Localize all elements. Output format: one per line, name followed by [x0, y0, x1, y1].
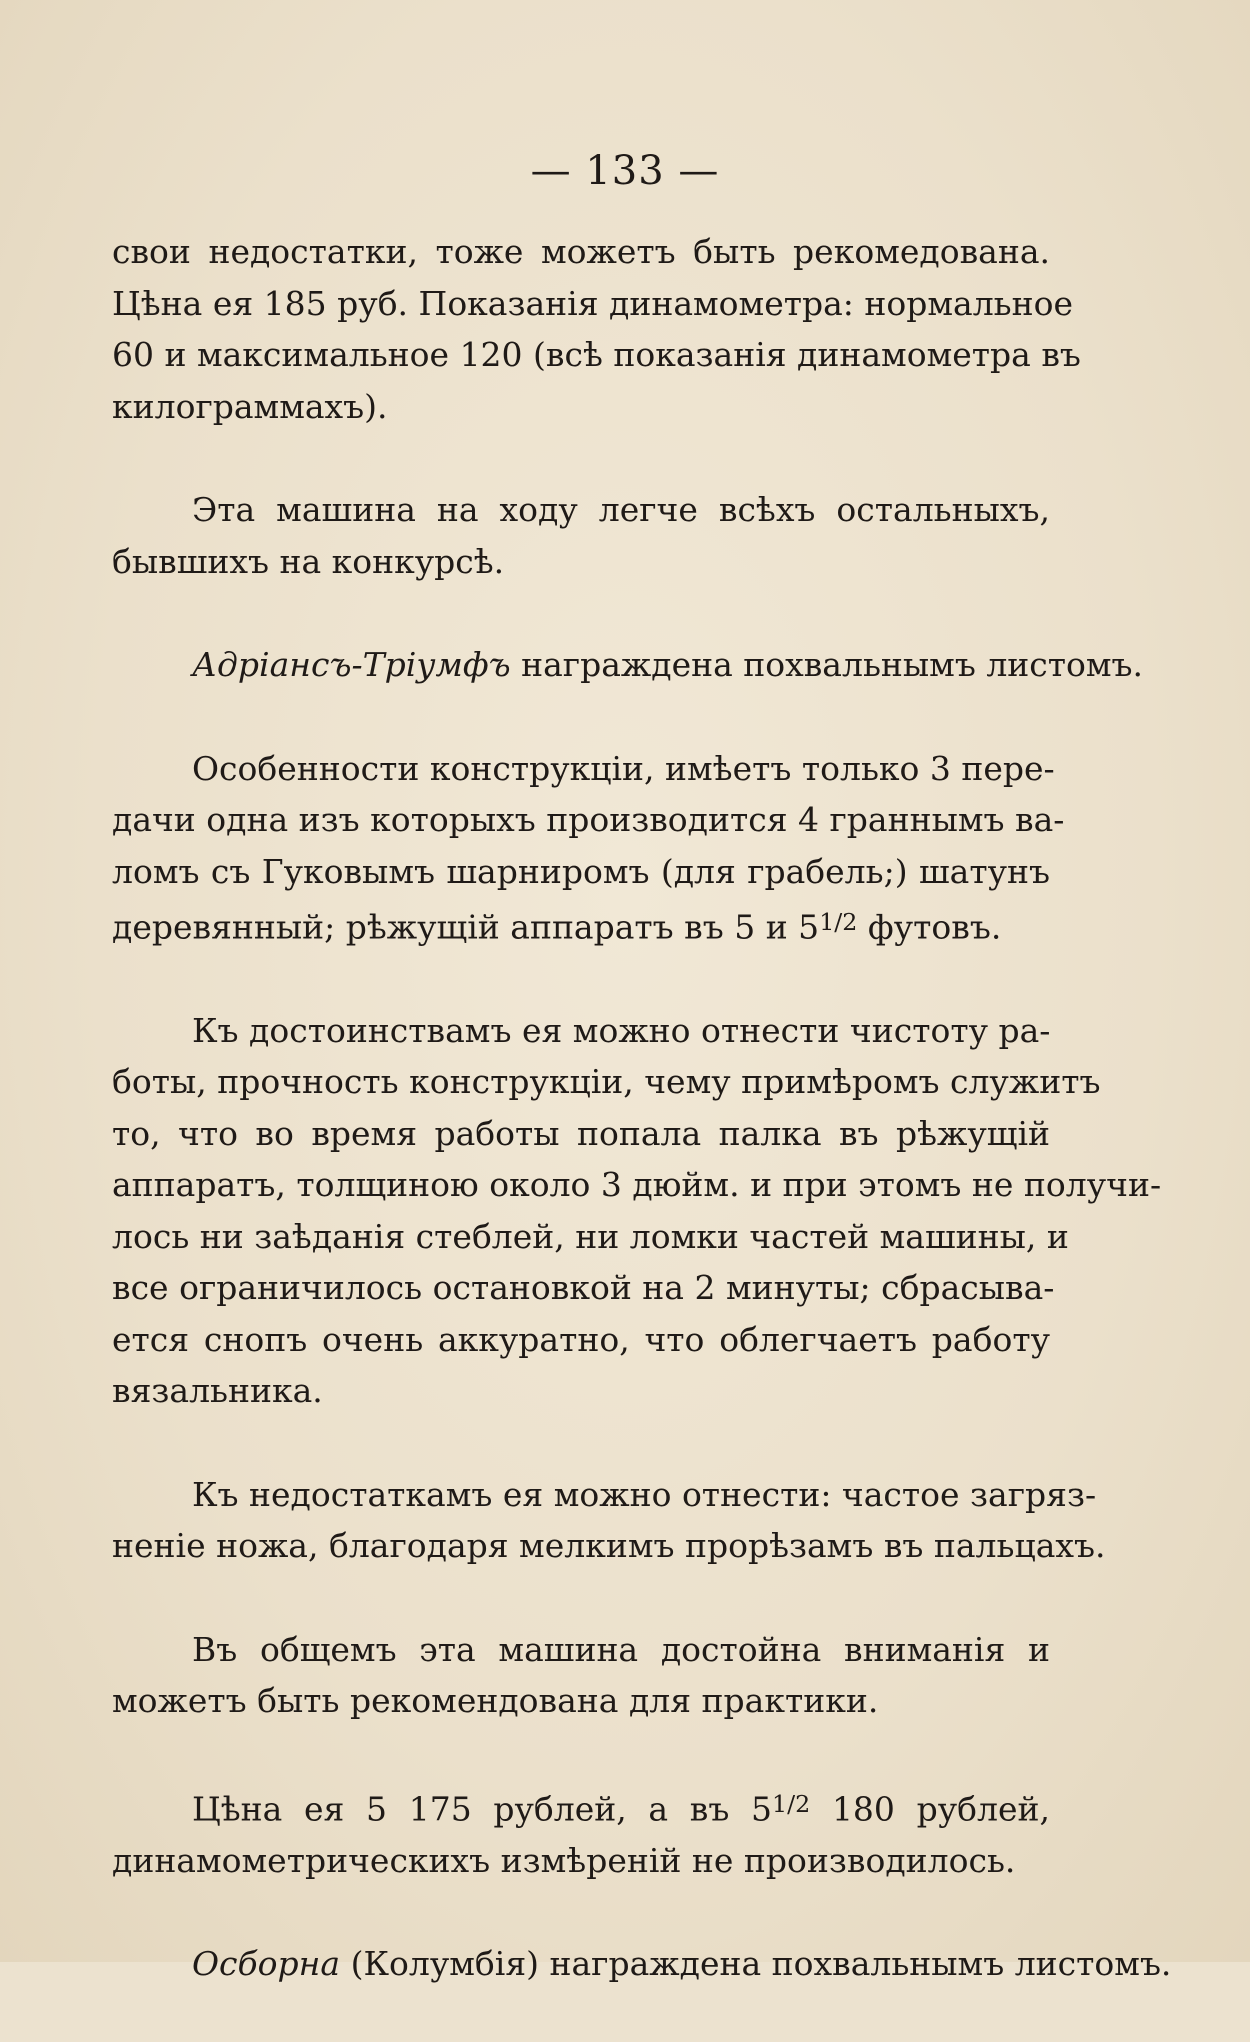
paragraph-4	[112, 743, 1065, 953]
fraction: 1/2	[772, 1789, 811, 1818]
text-line: то, что во время работы попала палка въ рѣжущій	[112, 1113, 1050, 1153]
text-line: дачи одна изъ которыхъ производится 4 граннымъ ва-	[112, 800, 1065, 839]
text-line: ломъ съ Гуковымъ шарниромъ (для грабель;) шатунъ	[112, 851, 1050, 891]
text-line: можетъ быть рекомендована для практики.	[112, 1681, 879, 1721]
paragraph-5	[112, 1005, 1162, 1417]
text-line	[112, 897, 1050, 953]
paragraph-1	[112, 226, 1081, 432]
fraction: 1/2	[819, 908, 858, 936]
paragraph-7	[112, 1624, 1050, 1727]
text-line: неніе ножа, благодаря мелкимъ прорѣзамъ въ пальцахъ.	[112, 1526, 1106, 1566]
text-line: динамометрическихъ измѣреній не производилось.	[112, 1840, 1016, 1880]
text-line: боты, прочность конструкціи, чему примѣромъ служитъ	[112, 1062, 1101, 1102]
paragraph-2	[112, 484, 1050, 587]
text-line: Въ общемъ эта машина достойна вниманія и	[192, 1629, 1050, 1669]
text-line: Къ недостаткамъ ея можно отнести: частое загряз-	[192, 1474, 1097, 1514]
text-line: все ограничилось остановкой на 2 минуты; сбрасыва-	[112, 1268, 1055, 1308]
machine-name-osborna: Осборна	[192, 1944, 341, 1984]
paragraph-3	[112, 639, 1144, 691]
text-fragment: 180 рублей,	[810, 1789, 1050, 1829]
award-text: (Колумбія) награждена похвальнымъ листомъ.	[340, 1944, 1172, 1984]
page-number: — 133 —	[530, 148, 720, 194]
award-text: награждена похвальнымъ листомъ.	[510, 645, 1144, 684]
text-fragment: деревянный; рѣжущій аппаратъ въ 5 и 5	[112, 907, 820, 947]
paragraph-9	[112, 1938, 1172, 1990]
text-line: лось ни заѣданія стеблей, ни ломки частей машины, и	[112, 1216, 1069, 1256]
text-line	[112, 639, 1144, 691]
text-line: Къ достоинствамъ ея можно отнести чистоту ра-	[192, 1010, 1051, 1050]
text-line: Эта машина на ходу легче всѣхъ остальныхъ,	[192, 490, 1050, 529]
text-fragment: Цѣна ея 5 175 рублей, а въ 5	[192, 1789, 773, 1829]
text-line: килограммахъ).	[112, 386, 388, 426]
paragraph-6	[112, 1469, 1106, 1572]
text-line	[112, 1779, 1050, 1835]
body-text	[112, 226, 1172, 2042]
text-line: свои недостатки, тоже можетъ быть рекомедована.	[112, 232, 1050, 271]
text-line	[112, 1938, 1172, 1990]
text-line: Цѣна ея 185 руб. Показанія динамометра: нормальное	[112, 283, 1074, 323]
text-fragment: футовъ.	[857, 907, 1002, 947]
paragraph-8	[112, 1779, 1050, 1886]
text-line: ется снопъ очень аккуратно, что облегчаетъ работу	[112, 1319, 1050, 1359]
text-line: вязальника.	[112, 1371, 323, 1411]
text-line: Особенности конструкціи, имѣетъ только 3 пере-	[192, 748, 1055, 788]
text-line: аппаратъ, толщиною около 3 дюйм. и при этомъ не получи-	[112, 1165, 1162, 1205]
text-line: 60 и максимальное 120 (всѣ показанія динамометра въ	[112, 335, 1081, 374]
machine-name-adrians-triumf: Адріансъ-Тріумфъ	[192, 645, 511, 684]
text-line: бывшихъ на конкурсѣ.	[112, 541, 505, 581]
